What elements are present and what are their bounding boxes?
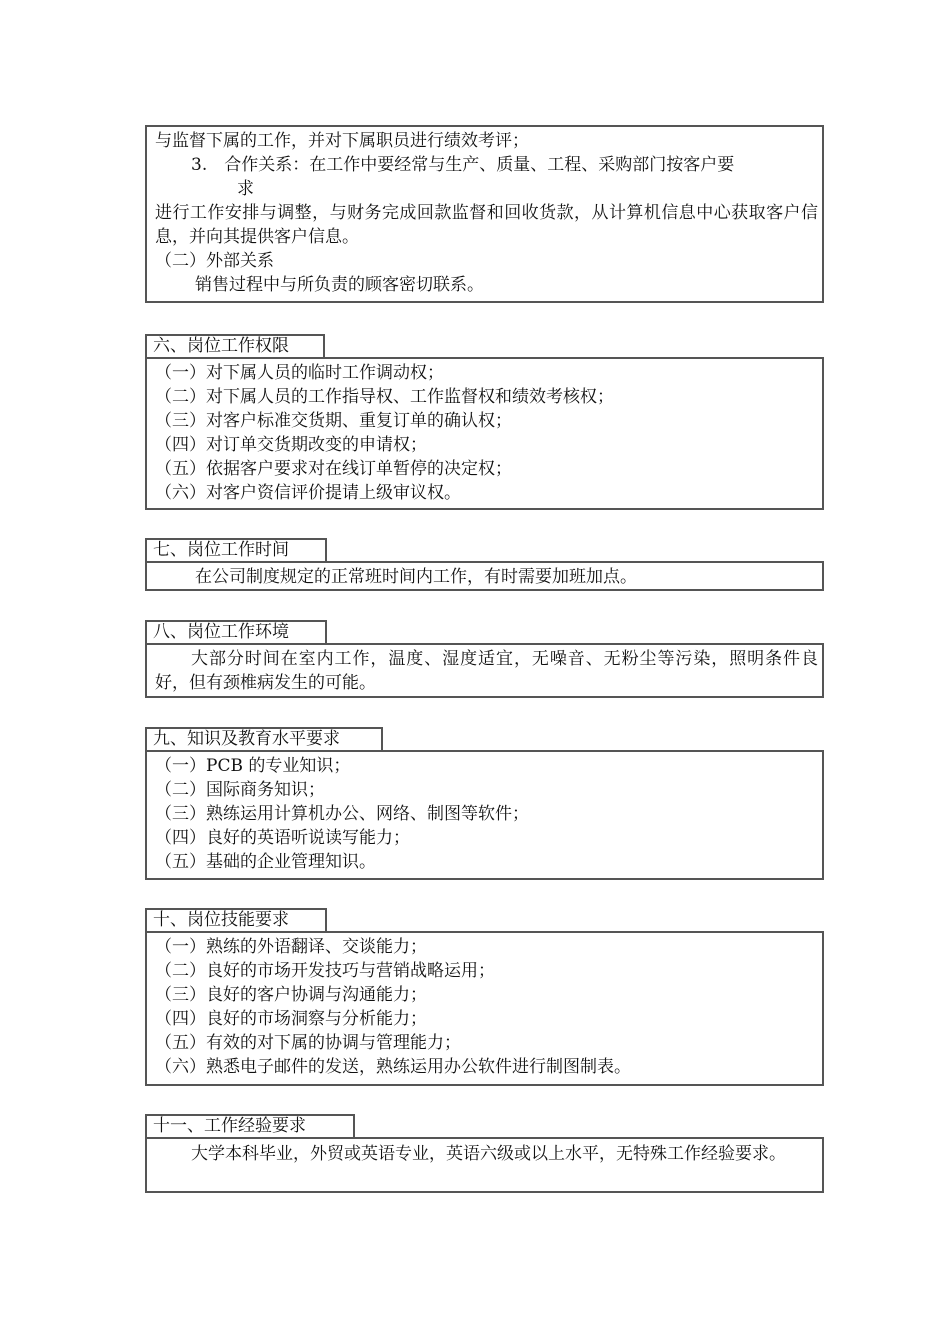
section-title-experience: 十一、工作经验要求 [145,1114,355,1138]
section-knowledge-box [145,750,824,880]
work-time-text: 在公司制度规定的正常班时间内工作，有时需要加班加点。 [195,567,637,587]
list-item: （一）PCB 的专业知识； [155,756,351,776]
list-item: （一）对下属人员的临时工作调动权； [155,363,444,383]
external-relations-text: 销售过程中与所负责的顾客密切联系。 [195,275,484,295]
external-relations-heading: （二）外部关系 [155,251,274,271]
experience-text: 大学本科毕业，外贸或英语专业，英语六级或以上水平，无特殊工作经验要求。 [191,1144,786,1164]
section-work-environment-box [145,643,824,698]
section5-continuation-box [145,125,824,303]
section5-cooperation-line: 3. 合作关系：在工作中要经常与生产、质量、工程、采购部门按客户要 [191,155,735,175]
section5-line-wrap: 求 [237,179,254,199]
list-item: （二）对下属人员的工作指导权、工作监督权和绩效考核权； [155,387,614,407]
work-environment-text: 大部分时间在室内工作，温度、湿度适宜，无噪音、无粉尘等污染，照明条件良好，但有颈椎病发生的可能。 [155,649,818,693]
list-item: （三）良好的客户协调与沟通能力； [155,985,427,1005]
list-item: （二）良好的市场开发技巧与营销战略运用； [155,961,495,981]
list-item: （五）有效的对下属的协调与管理能力； [155,1033,461,1053]
section-title-knowledge: 九、知识及教育水平要求 [145,727,383,751]
list-item: （六）对客户资信评价提请上级审议权。 [155,483,461,503]
section5-paragraph: 进行工作安排与调整，与财务完成回款监督和回收货款，从计算机信息中心获取客户信息，并向其提供客户信息。 [155,203,818,247]
list-item: （四）良好的英语听说读写能力； [155,828,410,848]
list-item: （二）国际商务知识； [155,780,325,800]
section-title-work-environment: 八、岗位工作环境 [145,620,327,644]
section-authority-box [145,357,824,510]
list-item: （五）依据客户要求对在线订单暂停的决定权； [155,459,512,479]
section5-line: 与监督下属的工作，并对下属职员进行绩效考评； [155,131,529,151]
section-experience-box [145,1137,824,1193]
list-item: （四）对订单交货期改变的申请权； [155,435,427,455]
list-item: （四）良好的市场洞察与分析能力； [155,1009,427,1029]
section-title-authority: 六、岗位工作权限 [145,334,325,358]
section-title-skills: 十、岗位技能要求 [145,908,327,932]
list-item: （一）熟练的外语翻译、交谈能力； [155,937,427,957]
section-work-time-box [145,561,824,591]
section-skills-box [145,931,824,1086]
list-item: （五）基础的企业管理知识。 [155,852,376,872]
list-item: （三）对客户标准交货期、重复订单的确认权； [155,411,512,431]
list-item: （六）熟悉电子邮件的发送，熟练运用办公软件进行制图制表。 [155,1057,631,1077]
list-item: （三）熟练运用计算机办公、网络、制图等软件； [155,804,529,824]
section-title-work-time: 七、岗位工作时间 [145,538,327,562]
